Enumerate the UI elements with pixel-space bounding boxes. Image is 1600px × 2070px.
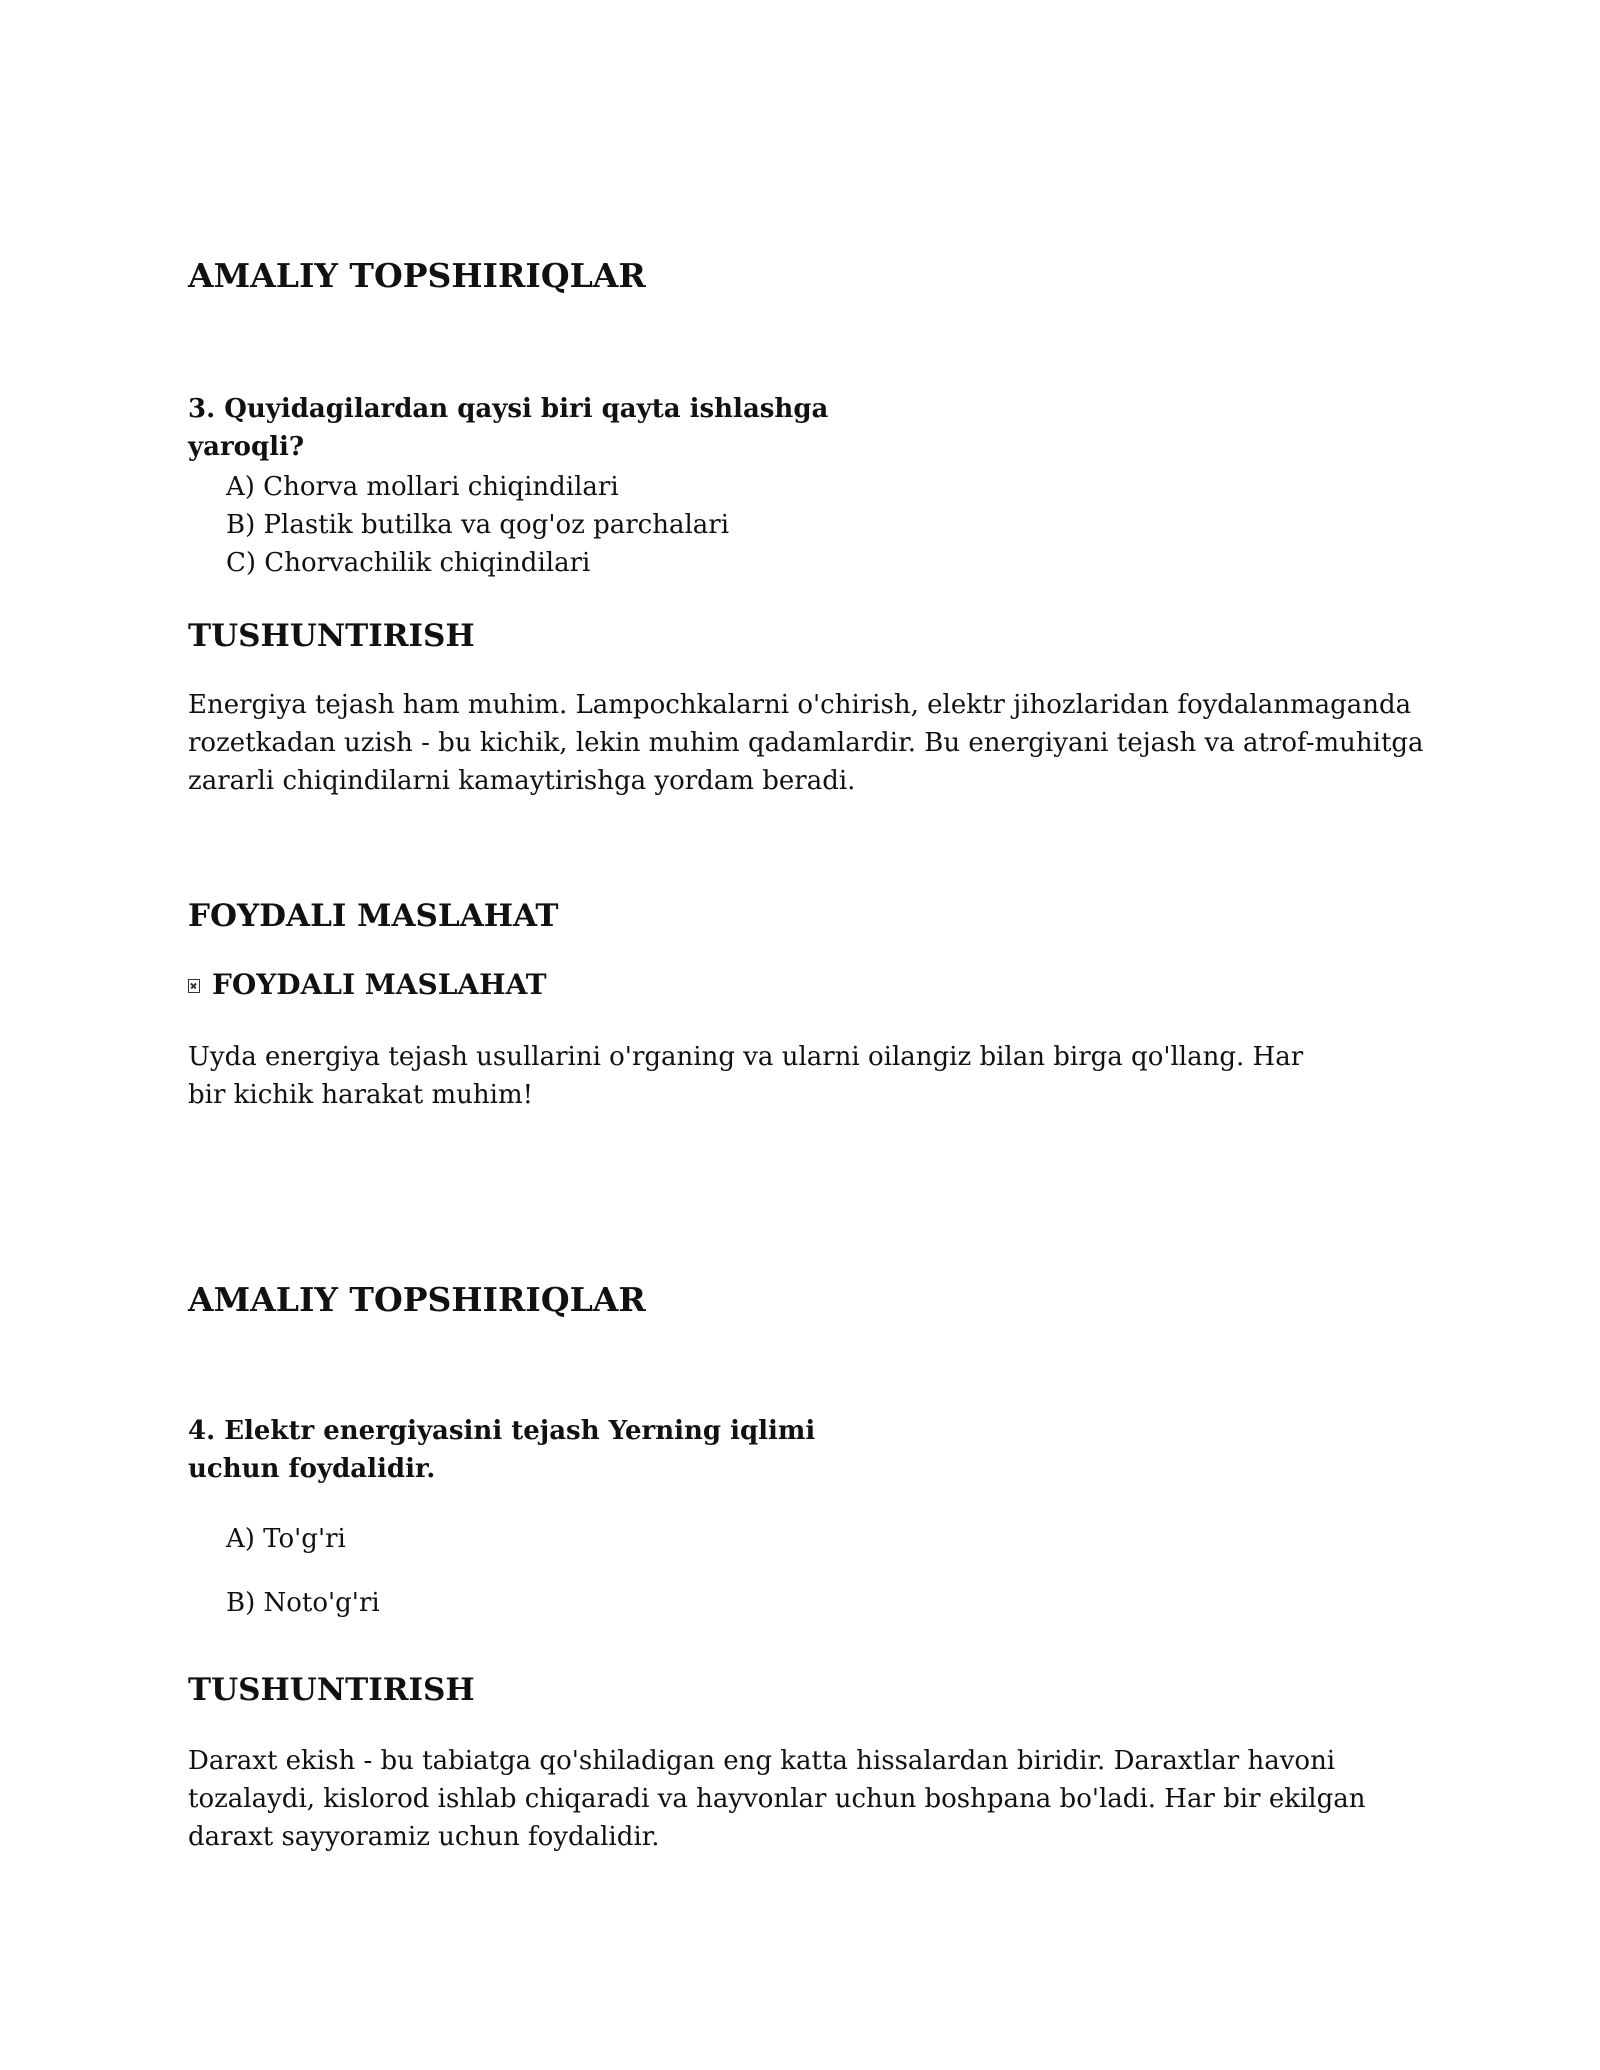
question-text-line: 4. Elektr energiyasini tejash Yerning iqlimi: [188, 1416, 816, 1446]
answer-options: [226, 468, 729, 582]
explanation-heading: TUSHUNTIRISH: [188, 1672, 475, 1708]
section-heading: AMALIY TOPSHIRIQLAR: [188, 1280, 646, 1319]
question-4: [188, 1412, 815, 1488]
tip-subheading: [188, 968, 547, 1001]
question-text-line: uchun foydalidir.: [188, 1454, 436, 1484]
answer-option-a: A) To'g'ri: [226, 1524, 346, 1554]
explanation-heading: TUSHUNTIRISH: [188, 618, 475, 654]
question-text-line: yaroqli?: [188, 432, 305, 462]
tip-heading: FOYDALI MASLAHAT: [188, 898, 559, 934]
answer-option-b: B) Noto'g'ri: [226, 1588, 380, 1618]
answer-option-b: B) Plastik butilka va qog'oz parchalari: [226, 510, 730, 540]
answer-option-c: C) Chorvachilik chiqindilari: [226, 548, 591, 578]
answer-option-a: A) Chorva mollari chiqindilari: [226, 472, 619, 502]
missing-glyph-icon: [188, 979, 200, 993]
explanation-text: Energiya tejash ham muhim. Lampochkalarni o'chirish, elektr jihozlaridan foydalanmaganda rozetkadan uzish - bu kichik, lekin muhim qadamlardir. Bu energiyani tejash va atrof-muhitga zararli chiqindilarni kamaytirishga yordam beradi.: [188, 690, 1424, 796]
tip-text: Uyda energiya tejash usullarini o'rganing va ularni oilangiz bilan birga qo'llang. Har bir kichik harakat muhim!: [188, 1042, 1304, 1110]
answer-options: [226, 1520, 380, 1648]
tip-subheading-label: FOYDALI MASLAHAT: [212, 968, 547, 1001]
question-3: [188, 390, 828, 466]
section-heading: AMALIY TOPSHIRIQLAR: [188, 256, 646, 295]
question-text-line: 3. Quyidagilardan qaysi biri qayta ishlashga: [188, 394, 829, 424]
explanation-text: Daraxt ekish - bu tabiatga qo'shiladigan eng katta hissalardan biridir. Daraxtlar havoni tozalaydi, kislorod ishlab chiqaradi va hayvonlar uchun boshpana bo'ladi. Har bir ekilgan daraxt sayyoramiz uchun foydalidir.: [188, 1746, 1366, 1852]
